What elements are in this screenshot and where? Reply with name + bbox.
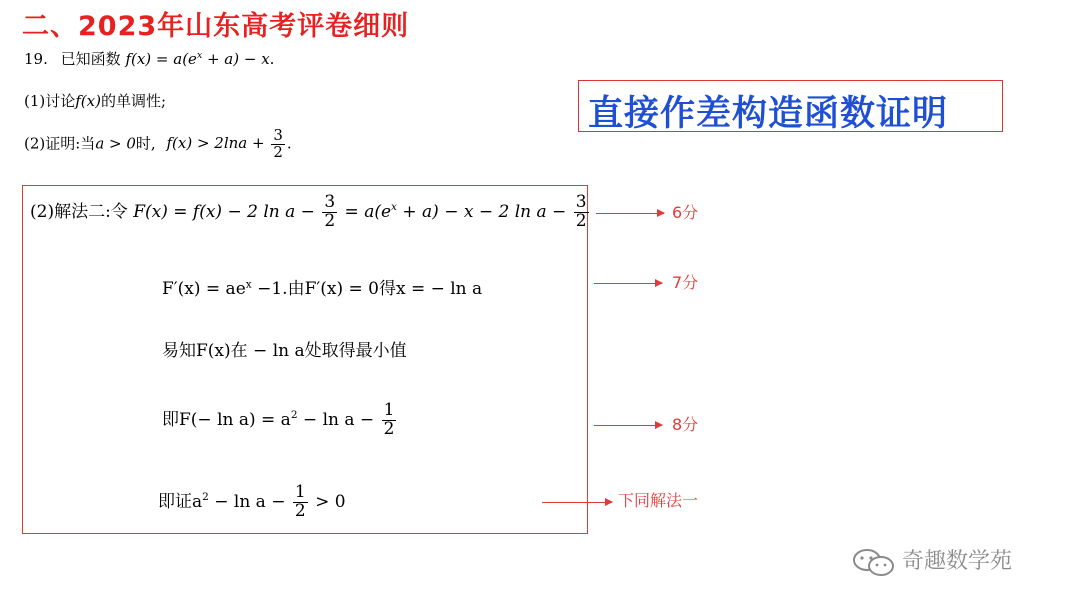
question-number: 19.	[24, 50, 48, 68]
question-part2: (2)证明:当a > 0时, f(x) > 2lna + $\frac{3}{2}$ .	[24, 126, 292, 161]
score-8: 8分	[672, 415, 699, 434]
page-title: 二、2023年山东高考评卷细则	[22, 11, 410, 42]
solution-line-5: 即证$a^2 - \ln a$ − $\frac{1}{2}$ > 0	[158, 482, 346, 521]
score-6: 6分	[672, 203, 699, 222]
arrow-8	[594, 425, 662, 426]
wechat-icon	[852, 548, 896, 582]
score-7: 7分	[672, 273, 699, 292]
solution-line-1: (2)解法二:令 F(x) = f(x) − 2 ln a − $\frac{3}{2}$ = $a(e^x + a) - x - 2$ ln a − $\frac{3}{2}$	[30, 192, 587, 231]
watermark: 奇趣数学苑	[902, 549, 1013, 574]
stem-prefix: 已知函数	[60, 50, 121, 68]
method-label: 直接作差构造函数证明	[588, 94, 949, 134]
arrow-7	[594, 283, 662, 284]
stem-function: $f(x) = a(e^x + a) - x$	[125, 50, 270, 68]
question-part1: (1)讨论f(x)的单调性;	[24, 92, 167, 110]
arrow-6	[596, 213, 664, 214]
score-same-as-method-1: 下同解法一	[618, 491, 699, 510]
solution-line-4: 即$F(- \ln a) = a^2 - \ln a$ − $\frac{1}{2}$	[162, 400, 395, 439]
solution-line-2: $F'(x) = ae^x -1$.由F′(x) = 0得x = − ln a	[162, 278, 483, 299]
question-stem: 19. 已知函数 $f(x) = a(e^x + a) - x$.	[24, 50, 275, 68]
fraction: $\frac{3}{2}$	[273, 126, 283, 161]
solution-line-3: 易知F(x)在 − ln a处取得最小值	[162, 341, 407, 361]
arrow-same	[542, 502, 612, 503]
